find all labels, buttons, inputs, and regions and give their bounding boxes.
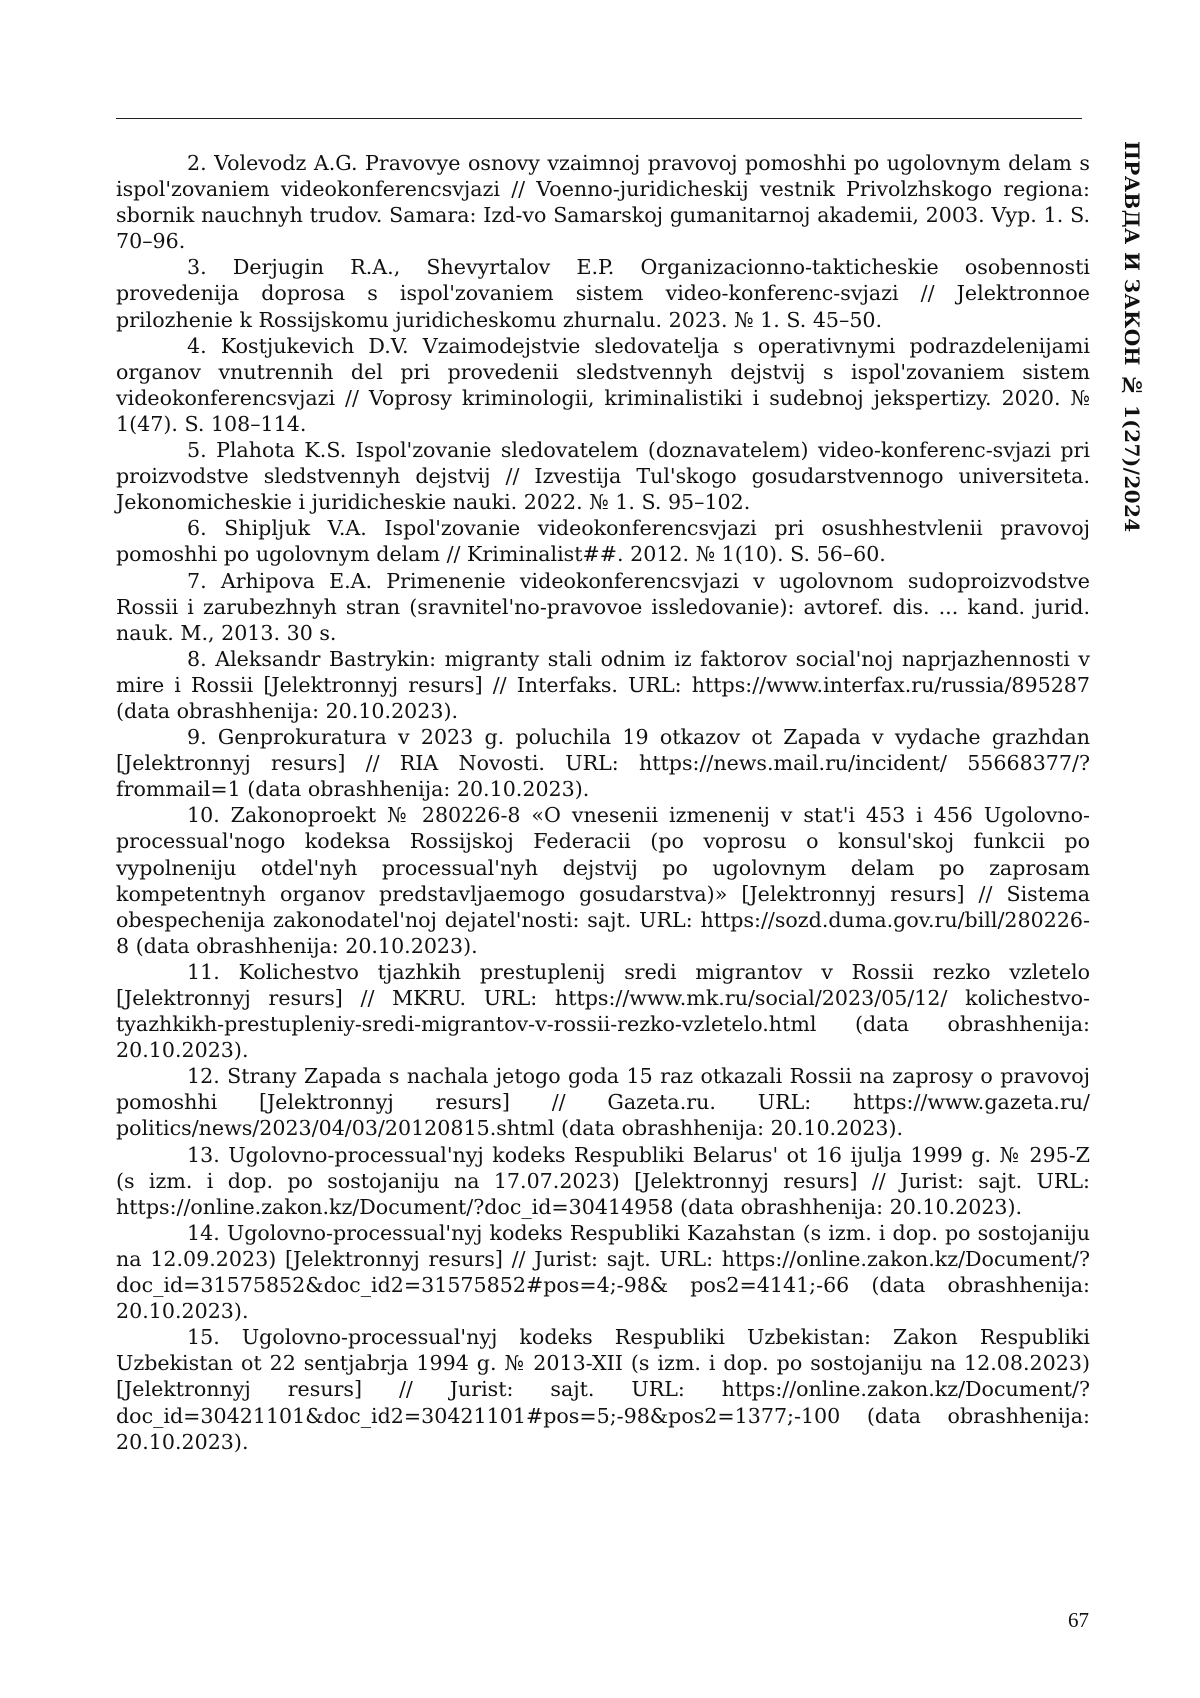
- journal-page: [0, 0, 1200, 1698]
- reference-item: 6. Shipljuk V.A. Ispol'zovanie videokonferencsvjazi pri osushhestvlenii pravovoj pomoshhi po ugolovnym delam // Kriminalist##. 2012. № 1(10). S. 56–60.: [116, 515, 1090, 567]
- header-rule: [116, 118, 1082, 119]
- reference-item: 2. Volevodz A.G. Pravovye osnovy vzaimnoj pravovoj pomoshhi po ugolovnym delam s ispol'zovaniem videokonferencsvjazi // Voenno-juridicheskij vestnik Privolzhskogo regiona: sbornik nauchnyh trudov. Samara: Izd-vo Samarskoj gumanitarnoj akademii, 2003. Vyp. 1. S. 70–96.: [116, 150, 1090, 254]
- reference-item: 12. Strany Zapada s nachala jetogo goda 15 raz otkazali Rossii na zaprosy o pravovoj pomoshhi [Jelektronnyj resurs] // Gazeta.ru. URL: https://www.gazeta.ru/ politics/news/2023/04/03/20120815.shtml (data obrashhenija: 20.10.2023).: [116, 1063, 1090, 1141]
- page-number: 67: [1068, 1608, 1089, 1633]
- reference-item: 10. Zakonoproekt № 280226-8 «O vnesenii izmenenij v stat'i 453 i 456 Ugolovno-processual'nogo kodeksa Rossijskoj Federacii (po voprosu o konsul'skoj funkcii po vypolneniju otdel'nyh processual'nyh dejstvij po ugolovnym delam po zaprosam kompetentnyh organov predstavljaemogo gosudarstva)» [Jelektronnyj resurs] // Sistema obespechenija zakonodatel'noj dejatel'nosti: sajt. URL: https://sozd.duma.gov.ru/bill/280226-8 (data obrashhenija: 20.10.2023).: [116, 802, 1090, 959]
- reference-item: 9. Genprokuratura v 2023 g. poluchila 19 otkazov ot Zapada v vydache grazhdan [Jelektronnyj resurs] // RIA Novosti. URL: https://news.mail.ru/incident/ 55668377/?frommail=1 (data obrashhenija: 20.10.2023).: [116, 724, 1090, 802]
- reference-item: 13. Ugolovno-processual'nyj kodeks Respubliki Belarus' ot 16 ijulja 1999 g. № 295-Z (s izm. i dop. po sostojaniju na 17.07.2023) [Jelektronnyj resurs] // Jurist: sajt. URL: https://online.zakon.kz/Document/?doc_id=30414958 (data obrashhenija: 20.10.2023).: [116, 1142, 1090, 1220]
- reference-item: 4. Kostjukevich D.V. Vzaimodejstvie sledovatelja s operativnymi podrazdelenijami organov vnutrennih del pri provedenii sledstvennyh dejstvij s ispol'zovaniem sistem videokonferencsvjazi // Voprosy kriminologii, kriminalistiki i sudebnoj jekspertizy. 2020. № 1(47). S. 108–114.: [116, 333, 1090, 437]
- reference-item: 5. Plahota K.S. Ispol'zovanie sledovatelem (doznavatelem) video-konferenc-svjazi pri proizvodstve sledstvennyh dejstvij // Izvestija Tul'skogo gosudarstvennogo universiteta. Jekonomicheskie i juridicheskie nauki. 2022. № 1. S. 95–102.: [116, 437, 1090, 515]
- reference-item: 14. Ugolovno-processual'nyj kodeks Respubliki Kazahstan (s izm. i dop. po sostojaniju na 12.09.2023) [Jelektronnyj resurs] // Jurist: sajt. URL: https://online.zakon.kz/Document/?doc_id=31575852&doc_id2=31575852#pos=4;-98& pos2=4141;-66 (data obrashhenija: 20.10.2023).: [116, 1220, 1090, 1324]
- reference-item: 7. Arhipova E.A. Primenenie videokonferencsvjazi v ugolovnom sudoproizvodstve Rossii i zarubezhnyh stran (sravnitel'no-pravovoe issledovanie): avtoref. dis. ... kand. jurid. nauk. M., 2013. 30 s.: [116, 568, 1090, 646]
- reference-list: [116, 150, 1090, 1455]
- reference-item: 3. Derjugin R.A., Shevyrtalov E.P. Organizacionno-takticheskie osobennosti provedenija doprosa s ispol'zovaniem sistem video-konferenc-svjazi // Jelektronnoe prilozhenie k Rossijskomu juridicheskomu zhurnalu. 2023. № 1. S. 45–50.: [116, 254, 1090, 332]
- reference-item: 11. Kolichestvo tjazhkih prestuplenij sredi migrantov v Rossii rezko vzletelo [Jelektronnyj resurs] // MKRU. URL: https://www.mk.ru/social/2023/05/12/ kolichestvo-tyazhkikh-prestupleniy-sredi-migrantov-v-rossii-rezko-vzletelo.html (data obrashhenija: 20.10.2023).: [116, 959, 1090, 1063]
- reference-item: 8. Aleksandr Bastrykin: migranty stali odnim iz faktorov social'noj naprjazhennosti v mire i Rossii [Jelektronnyj resurs] // Interfaks. URL: https://www.interfax.ru/russia/895287 (data obrashhenija: 20.10.2023).: [116, 646, 1090, 724]
- reference-item: 15. Ugolovno-processual'nyj kodeks Respubliki Uzbekistan: Zakon Respubliki Uzbekistan ot 22 sentjabrja 1994 g. № 2013-XII (s izm. i dop. po sostojaniju na 12.08.2023) [Jelektronnyj resurs] // Jurist: sajt. URL: https://online.zakon.kz/Document/? doc_id=30421101&doc_id2=30421101#pos=5;-98&pos2=1377;-100 (data obrashhenija: 20.10.2023).: [116, 1324, 1090, 1454]
- journal-side-title: ПРАВДА И ЗАКОН № 1(27)/2024: [1114, 141, 1144, 531]
